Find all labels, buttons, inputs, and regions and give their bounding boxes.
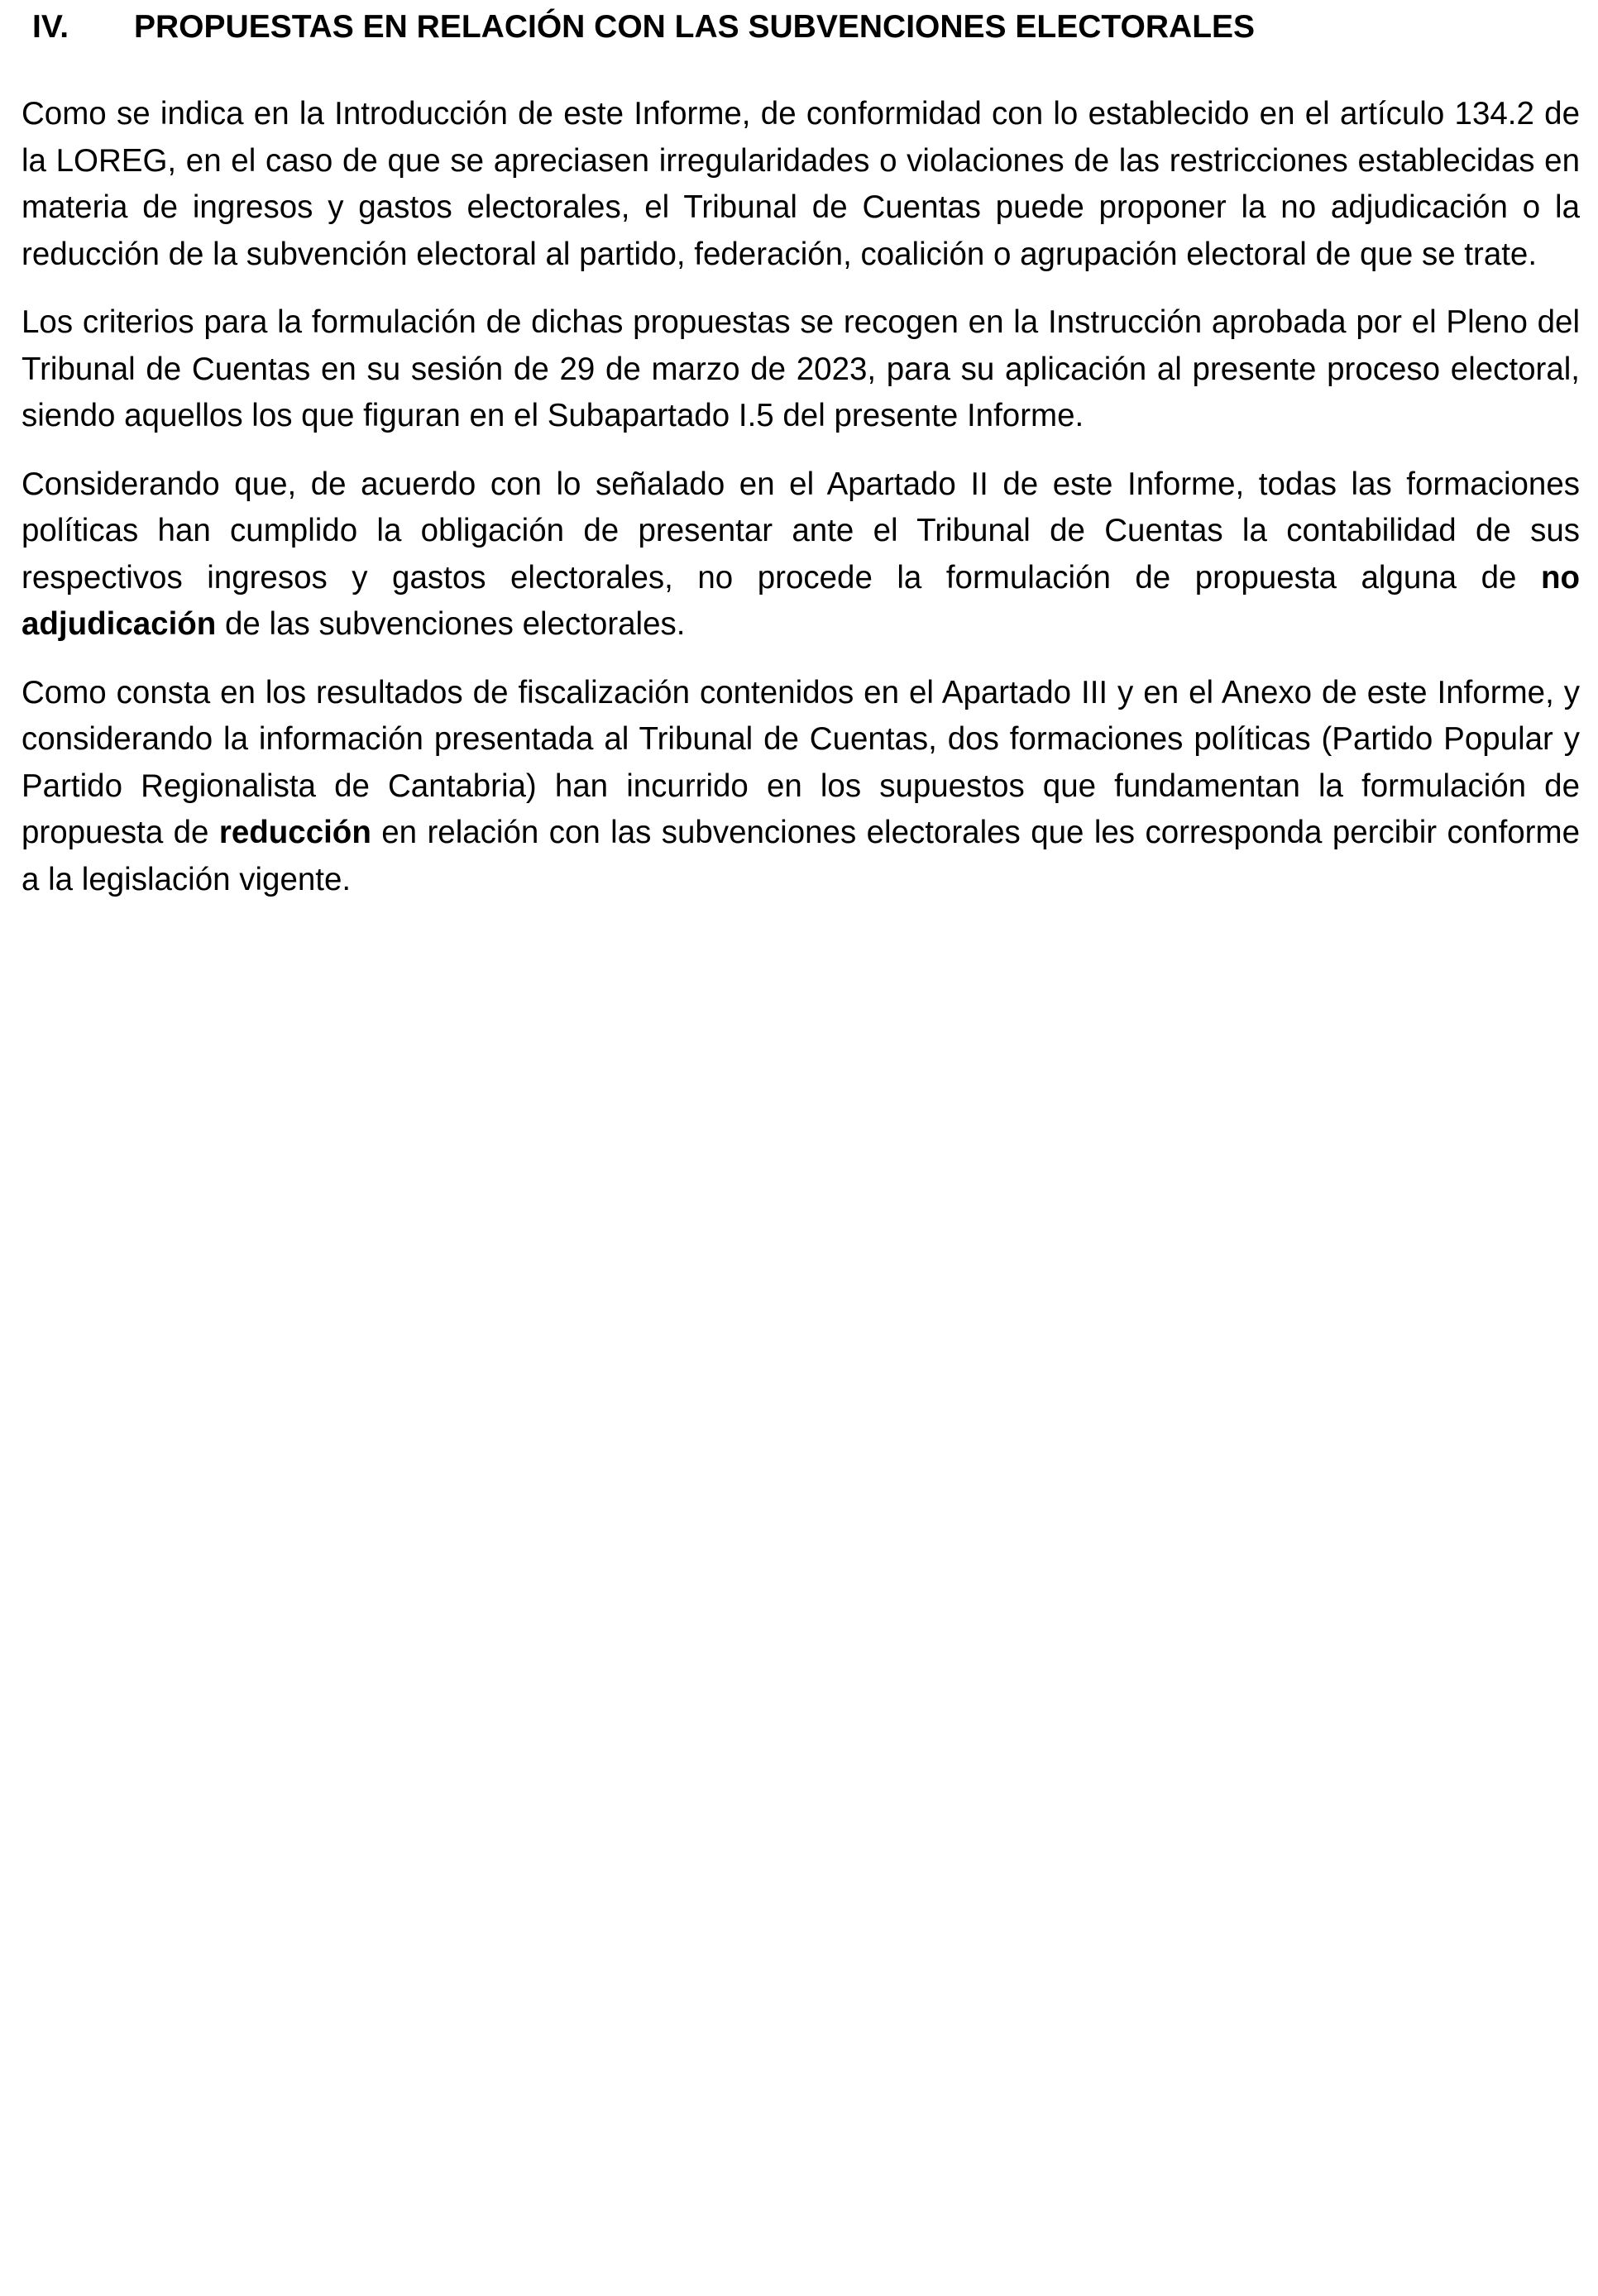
bold-term-reduccion: reducción: [218, 815, 371, 850]
paragraph-reduction: [22, 670, 1580, 904]
section-number: IV.: [32, 9, 69, 45]
section-heading: [22, 7, 1580, 48]
paragraph-text: en relación con las subvenciones electorales que les corresponda percibir conforme a la legislación vigente.: [22, 815, 1580, 897]
paragraph-introduction: Como se indica en la Introducción de este Informe, de conformidad con lo establecido en el artículo 134.2 de la LOREG, en el caso de que se apreciasen irregularidades o violaciones de las restricciones establecidas en materia de ingresos y gastos electorales, el Tribunal de Cuentas puede proponer la no adjudicación o la reducción de la subvención electoral al partido, federación, coalición o agrupación electoral de que se trate.: [22, 96, 1580, 272]
paragraph-text: Considerando que, de acuerdo con lo señalado en el Apartado II de este Informe, todas las formaciones políticas han cumplido la obligación de presentar ante el Tribunal de Cuentas la contabilidad de sus respectivos ingresos y gastos electorales, no procede la formulación de propuesta alguna de: [22, 466, 1580, 596]
section-title: PROPUESTAS EN RELACIÓN CON LAS SUBVENCIONES ELECTORALES: [134, 9, 1256, 45]
bold-term-no-adjudicacion: no adjudicación: [22, 559, 1580, 642]
paragraph-text: Como consta en los resultados de fiscalización contenidos en el Apartado III y en el Anexo de este Informe, y considerando la información presentada al Tribunal de Cuentas, dos formaciones políticas (Partido Popular y Partido Regionalista de Cantabria) han incurrido en los supuestos que fundamentan la formulación de propuesta de: [22, 674, 1580, 850]
paragraph-text: de las subvenciones electorales.: [216, 606, 686, 642]
paragraph-no-adjudication: [22, 462, 1580, 648]
document-page: [22, 0, 1580, 903]
paragraph-criteria: Los criterios para la formulación de dichas propuestas se recogen en la Instrucción aprobada por el Pleno del Tribunal de Cuentas en su sesión de 29 de marzo de 2023, para su aplicación al presente proceso electoral, siendo aquellos los que figuran en el Subapartado I.5 del presente Informe.: [22, 304, 1580, 433]
